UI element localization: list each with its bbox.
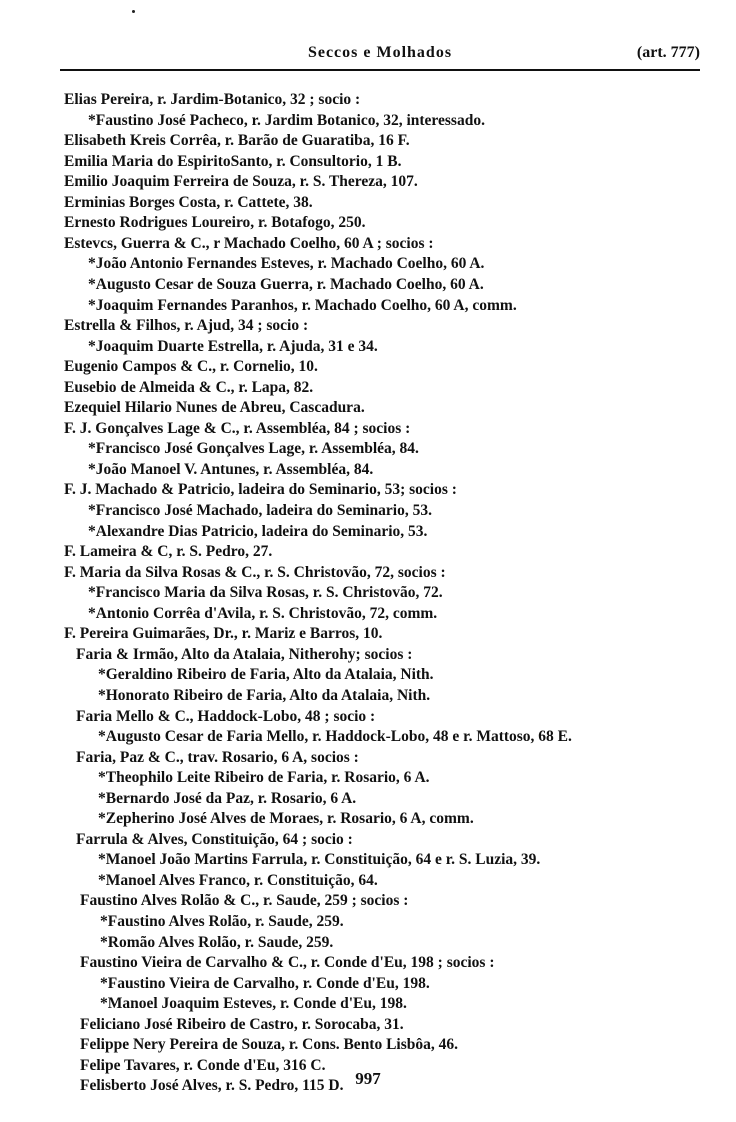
directory-entry: Faria & Irmão, Alto da Atalaia, Nitherohy; socios : [76, 645, 413, 663]
directory-entry: *João Manoel V. Antunes, r. Assembléa, 84. [88, 460, 374, 478]
directory-entry: Felippe Nery Pereira de Souza, r. Cons. Bento Lisbôa, 46. [80, 1036, 459, 1054]
directory-entry: *Joaquim Fernandes Paranhos, r. Machado Coelho, 60 A, comm. [88, 296, 517, 314]
directory-entry: Farrula & Alves, Constituição, 64 ; socio : [76, 830, 353, 848]
page-header [60, 44, 700, 70]
directory-entry: Emilio Joaquim Ferreira de Souza, r. S. Thereza, 107. [64, 173, 418, 191]
directory-entry: *Antonio Corrêa d'Avila, r. S. Christovão, 72, comm. [88, 604, 438, 622]
directory-entry: *Francisco José Machado, ladeira do Seminario, 53. [88, 502, 432, 519]
directory-entry: *João Antonio Fernandes Esteves, r. Machado Coelho, 60 A. [88, 255, 485, 273]
directory-entry: *Augusto Cesar de Souza Guerra, r. Machado Coelho, 60 A. [88, 275, 484, 293]
directory-entry: F. Maria da Silva Rosas & C., r. S. Christovão, 72, socios : [64, 563, 446, 581]
directory-entry: Felisberto José Alves, r. S. Pedro, 115 D. [80, 1077, 344, 1095]
directory-entry: Faustino Vieira de Carvalho & C., r. Conde d'Eu, 198 ; socios : [80, 954, 495, 972]
directory-entry: Feliciano José Ribeiro de Castro, r. Sorocaba, 31. [80, 1015, 404, 1033]
directory-entry: Ezequiel Hilario Nunes de Abreu, Cascadura. [64, 399, 365, 417]
directory-entry: Faria, Paz & C., trav. Rosario, 6 A, socios : [76, 748, 359, 766]
directory-entry: *Manoel Joaquim Esteves, r. Conde d'Eu, 198. [100, 995, 407, 1013]
directory-entry: *Joaquim Duarte Estrella, r. Ajuda, 31 e 34. [88, 337, 378, 355]
directory-entry: Faria Mello & C., Haddock-Lobo, 48 ; socio : [76, 707, 376, 725]
directory-entry: Estrella & Filhos, r. Ajud, 34 ; socio : [64, 317, 309, 335]
directory-entry: Estevcs, Guerra & C., r Machado Coelho, 60 A ; socios : [64, 234, 434, 252]
directory-entry: Ernesto Rodrigues Loureiro, r. Botafogo, 250. [64, 214, 366, 232]
directory-entry: F. Pereira Guimarães, Dr., r. Mariz e Barros, 10. [64, 625, 383, 643]
directory-entry: F. J. Machado & Patricio, ladeira do Seminario, 53; socios : [64, 481, 457, 499]
directory-entry: Eugenio Campos & C., r. Cornelio, 10. [64, 358, 318, 376]
header-rule [60, 69, 700, 71]
directory-entry: *Manoel Alves Franco, r. Constituição, 64. [98, 871, 378, 889]
directory-entry: *Augusto Cesar de Faria Mello, r. Haddock-Lobo, 48 e r. Mattoso, 68 E. [98, 728, 572, 746]
section-title: Seccos e Molhados [307, 44, 453, 61]
directory-entry: *Geraldino Ribeiro de Faria, Alto da Atalaia, Nith. [98, 666, 434, 684]
directory-entry: Eusebio de Almeida & C., r. Lapa, 82. [64, 378, 314, 396]
directory-entry: *Theophilo Leite Ribeiro de Faria, r. Rosario, 6 A. [98, 769, 430, 787]
directory-entry: Felipe Tavares, r. Conde d'Eu, 316 C. [80, 1056, 326, 1074]
directory-entry: *Bernardo José da Paz, r. Rosario, 6 A. [98, 789, 357, 807]
directory-entry: *Honorato Ribeiro de Faria, Alto da Atalaia, Nith. [98, 686, 431, 704]
directory-entry: *Francisco Maria da Silva Rosas, r. S. Christovão, 72. [88, 584, 443, 602]
directory-entry: *Francisco José Gonçalves Lage, r. Assembléa, 84. [88, 440, 419, 458]
directory-entry: Elisabeth Kreis Corrêa, r. Barão de Guaratiba, 16 F. [64, 132, 410, 150]
directory-entry: *Romão Alves Rolão, r. Saude, 259. [100, 933, 334, 951]
directory-entry: *Alexandre Dias Patricio, ladeira do Seminario, 53. [88, 522, 428, 540]
directory-entry: *Zepherino José Alves de Moraes, r. Rosario, 6 A, comm. [98, 810, 474, 828]
page-number: 997 [355, 1069, 381, 1088]
directory-entry: *Faustino Alves Rolão, r. Saude, 259. [100, 913, 344, 930]
directory-entry: Elias Pereira, r. Jardim-Botanico, 32 ; socio : [64, 91, 361, 108]
ink-speck [132, 10, 135, 13]
directory-entry: Emilia Maria do EspiritoSanto, r. Consultorio, 1 B. [64, 152, 402, 170]
directory-entry: F. Lameira & C, r. S. Pedro, 27. [64, 543, 273, 561]
directory-entry: *Manoel João Martins Farrula, r. Constituição, 64 e r. S. Luzia, 39. [98, 851, 541, 869]
directory-entry: Erminias Borges Costa, r. Cattete, 38. [64, 193, 313, 211]
directory-entry: *Faustino Vieira de Carvalho, r. Conde d'Eu, 198. [100, 974, 430, 992]
article-reference: (art. 777) [636, 44, 700, 61]
directory-entry: F. J. Gonçalves Lage & C., r. Assembléa, 84 ; socios : [64, 419, 411, 437]
directory-entry: Faustino Alves Rolão & C., r. Saude, 259 ; socios : [80, 892, 409, 910]
directory-entry: *Faustino José Pacheco, r. Jardim Botanico, 32, interessado. [88, 111, 485, 129]
